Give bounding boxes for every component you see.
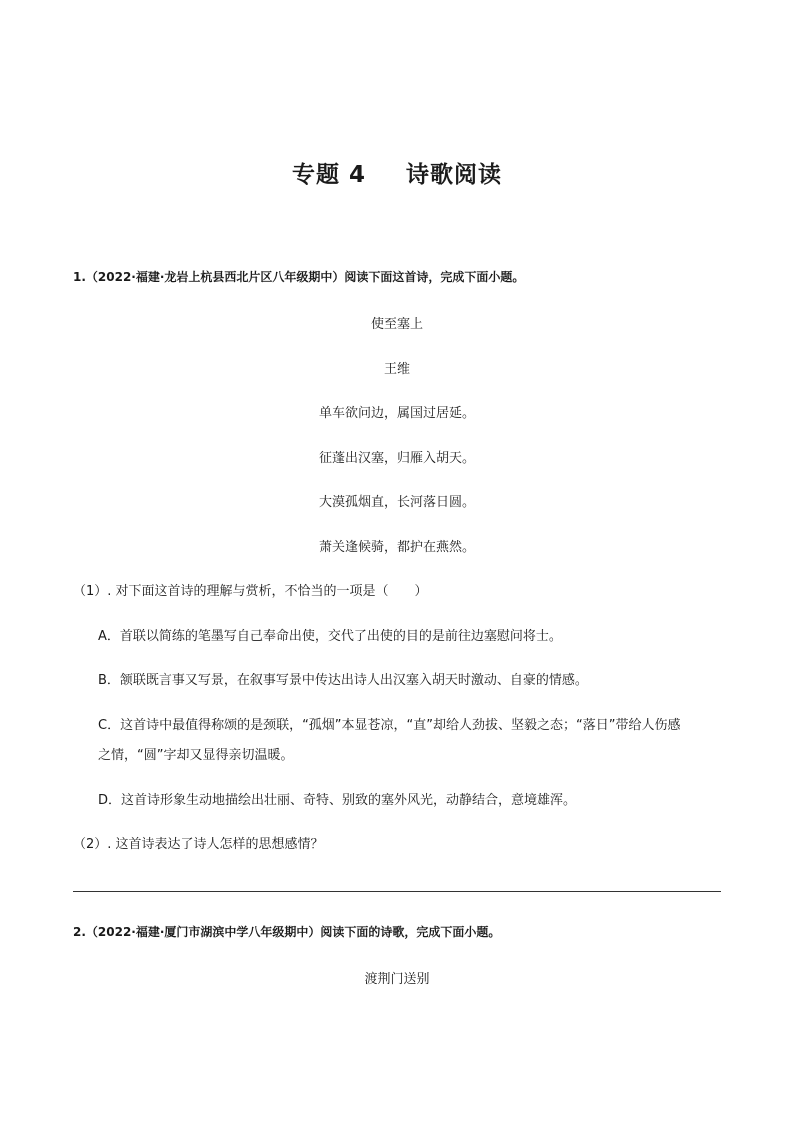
option-a: A．首联以简练的笔墨写自己奉命出使，交代了出使的目的是前往边塞慰问将士。 [98,629,562,644]
page-title [0,156,794,189]
poem-1-line-4: 萧关逢候骑，都护在燕然。 [318,540,475,555]
title-topic-name: 诗歌阅读 [406,162,502,188]
poem-1-line-1: 单车欲问边，属国过居延。 [318,406,475,421]
option-c-line-2: 之情，“圆”字却又显得亲切温暖。 [98,748,294,763]
poem-2-title: 渡荆门送别 [364,972,430,987]
question-2-header: 2.（2022·福建·厦门市湖滨中学八年级期中）阅读下面的诗歌，完成下面小题。 [73,925,501,939]
option-b: B．颔联既言事又写景，在叙事写景中传达出诗人出汉塞入胡天时激动、自豪的情感。 [98,673,588,688]
option-d: D．这首诗形象生动地描绘出壮丽、奇特、别致的塞外风光，动静结合，意境雄浑。 [98,793,577,808]
title-topic-number: 专题 4 [291,162,366,188]
option-c-line-1: C．这首诗中最值得称颂的是颈联，“孤烟”本显苍凉，“直”却给人劲拔、坚毅之态；“落日”带给人伤感 [98,718,681,733]
section-divider [73,891,721,892]
poem-1-author: 王维 [383,362,410,377]
poem-1-line-2: 征蓬出汉塞，归雁入胡天。 [318,451,475,466]
sub-question-1: （1）. 对下面这首诗的理解与赏析，不恰当的一项是（ ） [73,584,428,599]
poem-1-line-3: 大漠孤烟直，长河落日圆。 [318,495,475,510]
sub-question-2: （2）. 这首诗表达了诗人怎样的思想感情？ [73,837,324,852]
poem-1-title: 使至塞上 [370,317,423,332]
question-1-header: 1.（2022·福建·龙岩上杭县西北片区八年级期中）阅读下面这首诗，完成下面小题。 [73,270,525,284]
